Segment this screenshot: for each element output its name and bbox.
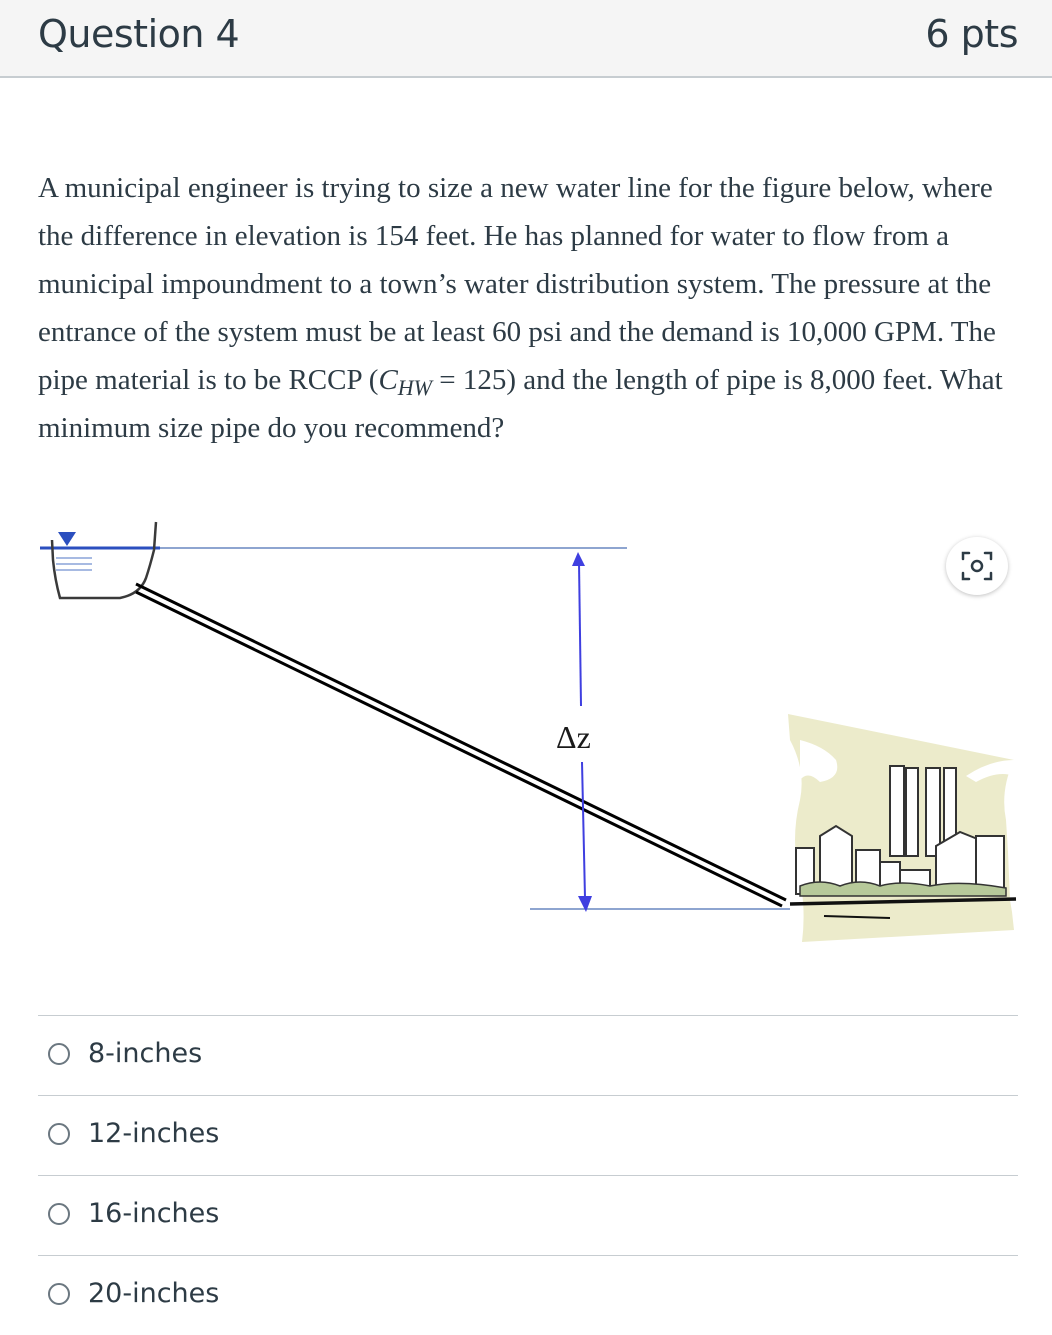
question-header [0,0,1052,78]
question-text-part2: = 125) and the length of pipe is 8,000 feet. What minimum size pipe do you recommend? [38,364,1003,444]
answer-option[interactable] [38,1175,1018,1255]
question-points: 6 pts [925,12,1018,56]
c-hw-symbol [378,364,433,400]
answer-option[interactable] [38,1255,1018,1335]
question-text [38,164,1028,452]
answer-label: 8-inches [88,1038,203,1069]
pipe-diagram [0,515,1052,955]
question-text-part1: A municipal engineer is trying to size a new water line for the figure below, where the difference in elevation is 154 feet. He has planned for water to flow from a municipal impoundment to a town’s water distribution system. The pressure at the entrance of the system must be at least 60 psi and the demand is 10,000 GPM. The pipe material is to be RCCP ( [38,172,996,396]
city-illustration [788,714,1016,942]
answer-label: 12-inches [88,1118,220,1149]
scan-image-icon [946,537,1008,595]
c-subscript: HW [397,375,433,400]
delta-z-label: Δz [556,719,591,755]
c-symbol: C [378,364,398,396]
answer-label: 20-inches [88,1278,220,1309]
answer-label: 16-inches [88,1198,220,1229]
radio-button[interactable] [48,1203,70,1225]
water-level-triangle-icon [58,532,76,546]
answer-list [38,1015,1018,1335]
question-title: Question 4 [38,12,240,56]
answer-option[interactable] [38,1015,1018,1095]
radio-button[interactable] [48,1123,70,1145]
pipe [136,584,786,906]
scan-image-button[interactable] [946,537,1008,595]
radio-button[interactable] [48,1043,70,1065]
answer-option[interactable] [38,1095,1018,1175]
radio-button[interactable] [48,1283,70,1305]
